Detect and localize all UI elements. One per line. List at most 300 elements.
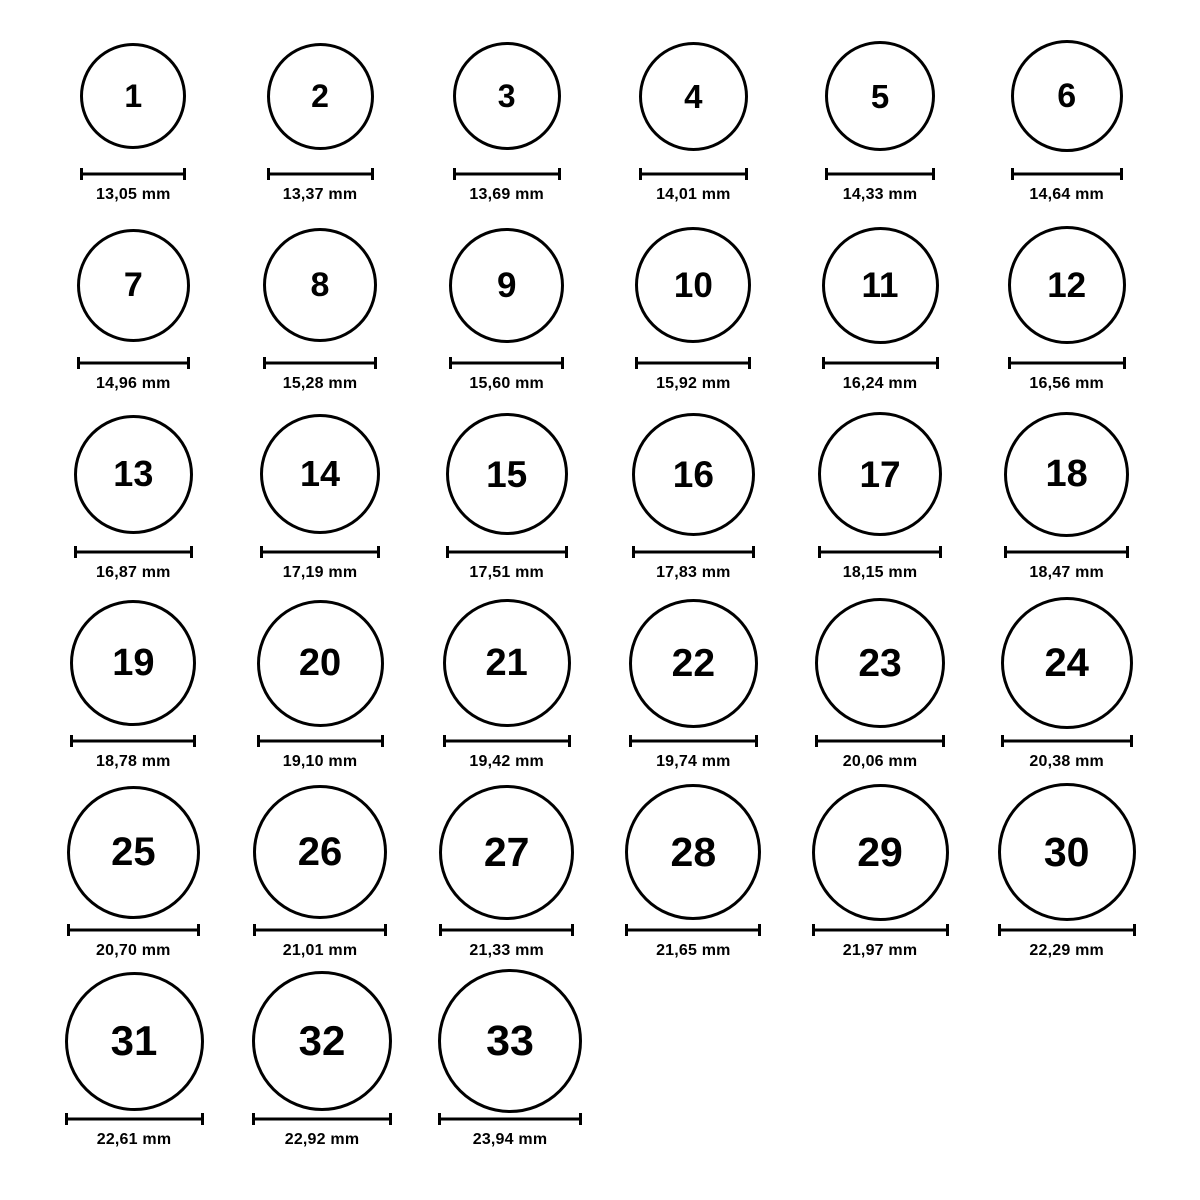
measure-line xyxy=(1004,551,1129,554)
measure-cap-left xyxy=(438,1113,441,1125)
diameter-label: 21,01 mm xyxy=(282,942,358,959)
measure-cap-right xyxy=(187,357,190,369)
measure-line xyxy=(635,362,751,365)
diameter-label: 14,64 mm xyxy=(1029,186,1104,203)
measure-cap-right xyxy=(745,168,748,180)
diameter-measure xyxy=(252,1113,392,1149)
measure-cap-left xyxy=(253,924,256,936)
ring-size-item[interactable] xyxy=(227,404,414,582)
ring-size-number: 13 xyxy=(113,453,154,494)
measure-cap-right xyxy=(561,357,564,369)
diameter-measure xyxy=(1001,735,1133,771)
diameter-measure xyxy=(632,546,755,582)
ring-size-number: 8 xyxy=(310,266,330,304)
diameter-measure xyxy=(1004,546,1129,582)
ring-circle[interactable] xyxy=(449,228,564,343)
ring-size-item[interactable] xyxy=(787,593,974,771)
ring-size-number: 21 xyxy=(485,642,528,684)
diameter-measure xyxy=(825,168,935,204)
ring-circle-wrap xyxy=(818,404,942,544)
ring-size-item[interactable] xyxy=(227,26,414,204)
ring-size-row xyxy=(40,782,1160,971)
diameter-measure xyxy=(812,924,949,960)
ring-size-number: 27 xyxy=(483,828,530,875)
measure-bar-icon xyxy=(439,924,574,936)
diameter-measure xyxy=(449,357,564,393)
measure-bar-icon xyxy=(74,546,193,558)
ring-size-item[interactable] xyxy=(40,782,227,960)
ring-circle-wrap xyxy=(80,26,186,166)
diameter-label: 22,92 mm xyxy=(284,1131,360,1148)
measure-bar-icon xyxy=(80,168,186,180)
measure-bar-icon xyxy=(257,735,384,747)
ring-circle[interactable] xyxy=(252,971,392,1111)
measure-line xyxy=(257,740,384,743)
ring-circle-wrap xyxy=(74,404,193,544)
ring-circle[interactable] xyxy=(822,227,939,344)
ring-size-item[interactable] xyxy=(40,215,227,393)
measure-cap-right xyxy=(193,735,196,747)
measure-line xyxy=(67,929,200,932)
ring-size-item[interactable] xyxy=(973,215,1160,393)
measure-cap-right xyxy=(758,924,761,936)
ring-circle[interactable] xyxy=(267,43,374,150)
ring-circle[interactable] xyxy=(253,785,387,919)
measure-bar-icon xyxy=(635,357,751,369)
ring-circle[interactable] xyxy=(439,785,574,920)
ring-circle-wrap xyxy=(812,782,949,922)
measure-cap-right xyxy=(755,735,758,747)
diameter-label: 15,92 mm xyxy=(656,375,731,392)
ring-size-item[interactable] xyxy=(40,404,227,582)
measure-bar-icon xyxy=(453,168,561,180)
diameter-label: 19,42 mm xyxy=(469,753,544,770)
ring-circle[interactable] xyxy=(1004,412,1129,537)
measure-cap-right xyxy=(1133,924,1136,936)
measure-cap-right xyxy=(568,735,571,747)
ring-size-number: 26 xyxy=(297,830,343,874)
measure-cap-left xyxy=(1004,546,1007,558)
ring-circle-wrap xyxy=(77,215,190,355)
measure-bar-icon xyxy=(67,924,200,936)
ring-circle[interactable] xyxy=(257,600,384,727)
measure-cap-left xyxy=(625,924,628,936)
ring-size-item[interactable] xyxy=(413,404,600,582)
measure-bar-icon xyxy=(263,357,377,369)
ring-size-item[interactable] xyxy=(228,971,416,1149)
measure-line xyxy=(818,551,942,554)
ring-size-item[interactable] xyxy=(413,26,600,204)
measure-cap-right xyxy=(752,546,755,558)
diameter-measure xyxy=(1011,168,1123,204)
ring-size-item[interactable] xyxy=(973,404,1160,582)
measure-line xyxy=(263,362,377,365)
ring-size-row xyxy=(40,215,1160,404)
measure-line xyxy=(632,551,755,554)
ring-circle[interactable] xyxy=(812,784,949,921)
measure-bar-icon xyxy=(639,168,748,180)
diameter-label: 16,56 mm xyxy=(1029,375,1104,392)
ring-size-number: 9 xyxy=(496,265,517,305)
diameter-measure xyxy=(74,546,193,582)
ring-circle[interactable] xyxy=(70,600,196,726)
ring-size-number: 5 xyxy=(870,77,890,115)
ring-circle[interactable] xyxy=(67,786,200,919)
measure-cap-left xyxy=(1008,357,1011,369)
diameter-label: 21,33 mm xyxy=(469,942,544,959)
measure-bar-icon xyxy=(267,168,374,180)
measure-cap-left xyxy=(252,1113,255,1125)
ring-size-item[interactable] xyxy=(600,404,787,582)
diameter-measure xyxy=(1008,357,1126,393)
measure-cap-right xyxy=(946,924,949,936)
ring-size-row xyxy=(40,26,1160,215)
diameter-measure xyxy=(818,546,942,582)
measure-cap-left xyxy=(449,357,452,369)
measure-bar-icon xyxy=(998,924,1136,936)
measure-bar-icon xyxy=(815,735,945,747)
measure-cap-left xyxy=(453,168,456,180)
diameter-label: 19,10 mm xyxy=(282,753,358,770)
diameter-measure xyxy=(253,924,387,960)
measure-line xyxy=(825,173,935,176)
ring-circle-wrap xyxy=(67,782,200,922)
ring-size-number: 11 xyxy=(861,265,899,305)
ring-size-item[interactable] xyxy=(600,782,787,960)
ring-size-number: 22 xyxy=(671,641,716,685)
measure-line xyxy=(1008,362,1126,365)
ring-size-number: 24 xyxy=(1044,641,1089,685)
ring-size-item[interactable] xyxy=(787,404,974,582)
measure-cap-left xyxy=(822,357,825,369)
ring-circle[interactable] xyxy=(260,414,380,534)
measure-cap-left xyxy=(439,924,442,936)
measure-cap-right xyxy=(389,1113,392,1125)
measure-line xyxy=(453,173,561,176)
ring-circle[interactable] xyxy=(629,599,758,728)
diameter-label: 19,74 mm xyxy=(656,753,731,770)
measure-cap-left xyxy=(70,735,73,747)
measure-line xyxy=(639,173,748,176)
ring-circle-wrap xyxy=(1004,404,1129,544)
ring-circle[interactable] xyxy=(80,43,186,149)
diameter-measure xyxy=(446,546,568,582)
ring-size-number: 19 xyxy=(112,642,155,684)
measure-bar-icon xyxy=(1001,735,1133,747)
ring-circle[interactable] xyxy=(818,412,942,536)
ring-size-number: 6 xyxy=(1057,77,1077,115)
ring-size-number: 17 xyxy=(859,453,901,495)
diameter-measure xyxy=(267,168,374,204)
measure-cap-right xyxy=(571,924,574,936)
measure-line xyxy=(629,740,758,743)
diameter-label: 17,19 mm xyxy=(282,564,358,581)
measure-cap-left xyxy=(263,357,266,369)
ring-circle-wrap xyxy=(629,593,758,733)
measure-bar-icon xyxy=(822,357,939,369)
measure-bar-icon xyxy=(443,735,571,747)
ring-circle-wrap xyxy=(263,215,377,355)
diameter-measure xyxy=(629,735,758,771)
ring-circle[interactable] xyxy=(77,229,190,342)
diameter-label: 15,60 mm xyxy=(469,375,544,392)
measure-line xyxy=(998,929,1136,932)
ring-size-item[interactable] xyxy=(787,782,974,960)
ring-size-number: 2 xyxy=(311,78,329,114)
ring-circle-wrap xyxy=(825,26,935,166)
diameter-label: 18,47 mm xyxy=(1029,564,1104,581)
measure-bar-icon xyxy=(70,735,196,747)
measure-cap-left xyxy=(629,735,632,747)
measure-line xyxy=(1001,740,1133,743)
ring-size-item[interactable] xyxy=(787,26,974,204)
measure-cap-left xyxy=(815,735,818,747)
ring-circle-wrap xyxy=(635,215,751,355)
measure-bar-icon xyxy=(632,546,755,558)
diameter-measure xyxy=(998,924,1136,960)
diameter-measure xyxy=(77,357,190,393)
ring-circle-wrap xyxy=(260,404,380,544)
diameter-label: 16,24 mm xyxy=(842,375,918,392)
ring-size-item[interactable] xyxy=(227,593,414,771)
measure-cap-right xyxy=(1126,546,1129,558)
ring-size-item[interactable] xyxy=(227,782,414,960)
ring-size-number: 7 xyxy=(123,266,143,304)
ring-size-item[interactable] xyxy=(413,782,600,960)
ring-size-item[interactable] xyxy=(600,593,787,771)
diameter-measure xyxy=(815,735,945,771)
measure-cap-right xyxy=(183,168,186,180)
measure-line xyxy=(446,551,568,554)
measure-bar-icon xyxy=(253,924,387,936)
measure-bar-icon xyxy=(1011,168,1123,180)
diameter-label: 20,70 mm xyxy=(96,942,171,959)
measure-cap-right xyxy=(384,924,387,936)
measure-line xyxy=(812,929,949,932)
ring-size-item[interactable] xyxy=(787,215,974,393)
ring-size-item[interactable] xyxy=(413,593,600,771)
measure-cap-left xyxy=(446,546,449,558)
ring-size-number: 15 xyxy=(486,453,528,495)
ring-size-number: 16 xyxy=(672,453,714,495)
measure-bar-icon xyxy=(446,546,568,558)
ring-size-number: 32 xyxy=(298,1017,346,1064)
ring-circle[interactable] xyxy=(625,784,761,920)
measure-line xyxy=(252,1118,392,1121)
measure-cap-left xyxy=(1011,168,1014,180)
measure-cap-left xyxy=(812,924,815,936)
ring-size-item[interactable] xyxy=(973,593,1160,771)
ring-size-item[interactable] xyxy=(973,26,1160,204)
measure-cap-left xyxy=(443,735,446,747)
ring-size-item[interactable] xyxy=(973,782,1160,960)
diameter-label: 13,05 mm xyxy=(96,186,171,203)
measure-cap-right xyxy=(201,1113,204,1125)
ring-size-number: 20 xyxy=(298,642,342,684)
measure-cap-left xyxy=(818,546,821,558)
measure-line xyxy=(74,551,193,554)
measure-line xyxy=(65,1118,204,1121)
diameter-measure xyxy=(635,357,751,393)
measure-bar-icon xyxy=(65,1113,204,1125)
diameter-label: 17,51 mm xyxy=(469,564,544,581)
diameter-label: 23,94 mm xyxy=(472,1131,548,1148)
ring-circle-wrap xyxy=(253,782,387,922)
ring-size-number: 33 xyxy=(486,1016,534,1065)
measure-cap-right xyxy=(579,1113,582,1125)
measure-line xyxy=(70,740,196,743)
measure-cap-right xyxy=(374,357,377,369)
ring-size-item[interactable] xyxy=(600,215,787,393)
ring-circle-wrap xyxy=(639,26,748,166)
ring-size-row xyxy=(40,971,1160,1160)
ring-size-number: 28 xyxy=(670,828,717,875)
ring-size-row xyxy=(40,593,1160,782)
diameter-label: 22,61 mm xyxy=(96,1131,172,1148)
diameter-measure xyxy=(80,168,186,204)
ring-circle-wrap xyxy=(438,971,582,1111)
ring-circle-wrap xyxy=(252,971,392,1111)
measure-cap-right xyxy=(748,357,751,369)
measure-line xyxy=(439,929,574,932)
diameter-measure xyxy=(443,735,571,771)
ring-circle[interactable] xyxy=(998,783,1136,921)
ring-size-item[interactable] xyxy=(416,971,604,1149)
ring-circle-wrap xyxy=(625,782,761,922)
ring-size-item[interactable] xyxy=(227,215,414,393)
measure-cap-left xyxy=(257,735,260,747)
ring-size-number: 30 xyxy=(1043,828,1090,875)
ring-size-number: 12 xyxy=(1047,265,1087,305)
ring-circle-wrap xyxy=(449,215,564,355)
measure-line xyxy=(438,1118,582,1121)
ring-circle[interactable] xyxy=(632,413,755,536)
ring-size-number: 31 xyxy=(110,1017,158,1064)
measure-cap-left xyxy=(260,546,263,558)
measure-cap-right xyxy=(1120,168,1123,180)
ring-circle[interactable] xyxy=(1008,226,1126,344)
ring-circle[interactable] xyxy=(443,599,571,727)
diameter-measure xyxy=(438,1113,582,1149)
diameter-label: 20,06 mm xyxy=(842,753,918,770)
measure-cap-left xyxy=(77,357,80,369)
diameter-label: 13,37 mm xyxy=(282,186,358,203)
measure-bar-icon xyxy=(825,168,935,180)
ring-circle-wrap xyxy=(1008,215,1126,355)
ring-circle[interactable] xyxy=(65,972,204,1111)
measure-bar-icon xyxy=(438,1113,582,1125)
ring-circle-wrap xyxy=(453,26,561,166)
ring-circle[interactable] xyxy=(639,42,748,151)
measure-line xyxy=(449,362,564,365)
diameter-label: 18,78 mm xyxy=(96,753,171,770)
diameter-label: 18,15 mm xyxy=(842,564,918,581)
diameter-label: 15,28 mm xyxy=(282,375,358,392)
measure-cap-right xyxy=(936,357,939,369)
measure-bar-icon xyxy=(77,357,190,369)
measure-cap-left xyxy=(825,168,828,180)
ring-circle-wrap xyxy=(1011,26,1123,166)
diameter-label: 17,83 mm xyxy=(656,564,731,581)
ring-circle-wrap xyxy=(267,26,374,166)
ring-circle-wrap xyxy=(632,404,755,544)
diameter-measure xyxy=(263,357,377,393)
measure-cap-right xyxy=(1123,357,1126,369)
ring-size-item[interactable] xyxy=(413,215,600,393)
ring-size-item[interactable] xyxy=(600,26,787,204)
measure-cap-left xyxy=(998,924,1001,936)
diameter-measure xyxy=(70,735,196,771)
ring-size-number: 1 xyxy=(124,78,143,114)
measure-cap-left xyxy=(67,924,70,936)
diameter-label: 14,33 mm xyxy=(842,186,918,203)
ring-circle-wrap xyxy=(257,593,384,733)
ring-size-item[interactable] xyxy=(40,26,227,204)
measure-cap-right xyxy=(377,546,380,558)
measure-cap-left xyxy=(632,546,635,558)
measure-bar-icon xyxy=(812,924,949,936)
ring-circle[interactable] xyxy=(446,413,568,535)
measure-cap-left xyxy=(80,168,83,180)
measure-cap-right xyxy=(1130,735,1133,747)
measure-cap-left xyxy=(639,168,642,180)
ring-circle-wrap xyxy=(446,404,568,544)
ring-size-item[interactable] xyxy=(40,971,228,1149)
ring-size-number: 18 xyxy=(1045,453,1088,495)
diameter-label: 14,01 mm xyxy=(656,186,731,203)
measure-bar-icon xyxy=(1008,357,1126,369)
ring-circle[interactable] xyxy=(438,969,582,1113)
ring-size-number: 3 xyxy=(497,78,516,114)
measure-cap-left xyxy=(267,168,270,180)
measure-bar-icon xyxy=(625,924,761,936)
measure-bar-icon xyxy=(252,1113,392,1125)
measure-line xyxy=(625,929,761,932)
measure-bar-icon xyxy=(260,546,380,558)
measure-cap-right xyxy=(565,546,568,558)
ring-circle[interactable] xyxy=(453,42,561,150)
diameter-measure xyxy=(625,924,761,960)
measure-cap-right xyxy=(939,546,942,558)
ring-circle[interactable] xyxy=(825,41,935,151)
ring-circle[interactable] xyxy=(1011,40,1123,152)
ring-size-number: 4 xyxy=(684,77,703,115)
diameter-measure xyxy=(439,924,574,960)
diameter-label: 21,65 mm xyxy=(656,942,731,959)
ring-circle[interactable] xyxy=(635,227,751,343)
ring-circle[interactable] xyxy=(74,415,193,534)
measure-line xyxy=(267,173,374,176)
measure-cap-left xyxy=(1001,735,1004,747)
diameter-label: 14,96 mm xyxy=(96,375,171,392)
measure-cap-left xyxy=(635,357,638,369)
measure-cap-right xyxy=(932,168,935,180)
ring-circle[interactable] xyxy=(263,228,377,342)
measure-line xyxy=(1011,173,1123,176)
ring-circle-wrap xyxy=(815,593,945,733)
measure-cap-right xyxy=(942,735,945,747)
ring-circle-wrap xyxy=(822,215,939,355)
diameter-measure xyxy=(639,168,748,204)
diameter-measure xyxy=(257,735,384,771)
diameter-measure xyxy=(453,168,561,204)
ring-size-number: 10 xyxy=(673,265,713,305)
ring-circle[interactable] xyxy=(1001,597,1133,729)
ring-size-item[interactable] xyxy=(40,593,227,771)
measure-cap-right xyxy=(558,168,561,180)
diameter-label: 13,69 mm xyxy=(469,186,544,203)
ring-circle[interactable] xyxy=(815,598,945,728)
